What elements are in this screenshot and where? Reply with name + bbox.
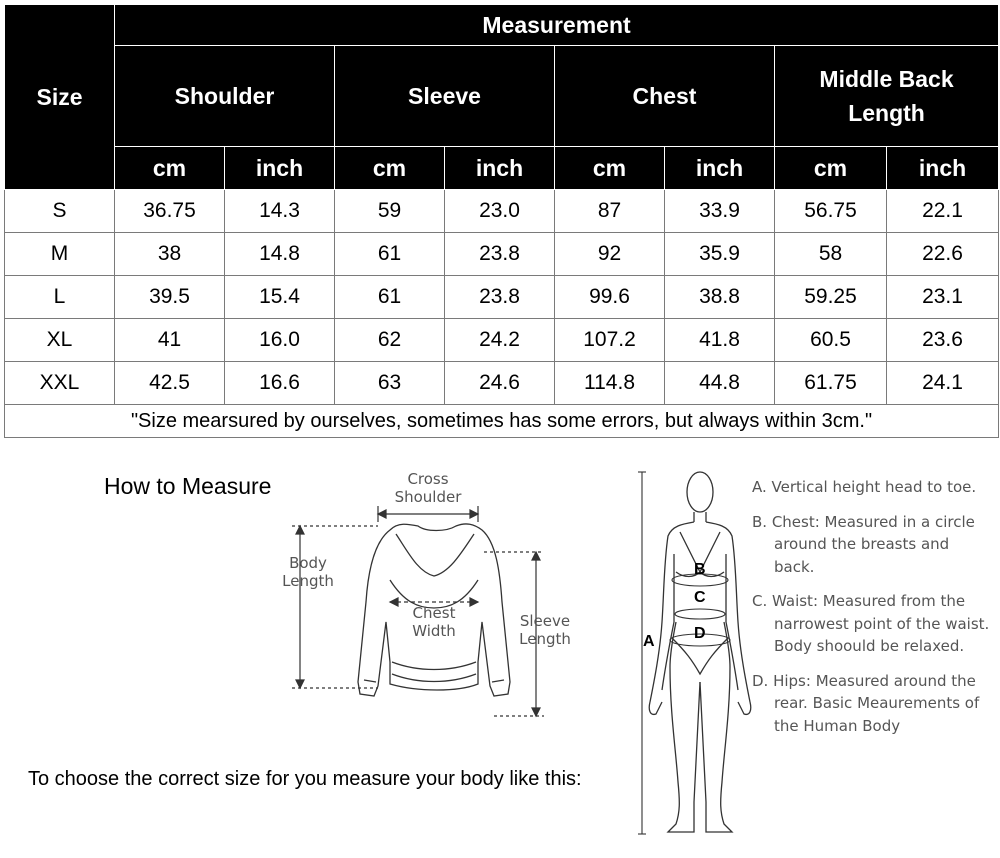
table-cell: 22.1 <box>887 190 999 233</box>
mark-a: A <box>643 633 655 650</box>
mark-d: D <box>694 625 706 642</box>
table-cell: 92 <box>555 233 665 276</box>
size-cell: XXL <box>5 362 115 405</box>
unit-inch-header: inch <box>225 147 335 190</box>
table-cell: 33.9 <box>665 190 775 233</box>
table-cell: 16.6 <box>225 362 335 405</box>
chest-header: Chest <box>555 46 775 147</box>
table-cell: 36.75 <box>115 190 225 233</box>
body-length-label: Body Length <box>282 554 334 590</box>
choose-size-instruction: To choose the correct size for you measure your body like this: <box>28 768 582 790</box>
unit-cm-header: cm <box>775 147 887 190</box>
table-row <box>5 319 999 362</box>
size-cell: L <box>5 276 115 319</box>
size-chart-table <box>4 4 998 438</box>
body-figure-diagram <box>636 462 756 852</box>
chest-width-label: Chest Width <box>412 604 456 640</box>
table-cell: 60.5 <box>775 319 887 362</box>
unit-cm-header: cm <box>555 147 665 190</box>
table-cell: 23.1 <box>887 276 999 319</box>
mark-c: C <box>694 589 706 606</box>
unit-cm-header: cm <box>115 147 225 190</box>
table-row <box>5 362 999 405</box>
table-cell: 38.8 <box>665 276 775 319</box>
middle-back-length-header: Middle Back Length <box>775 46 999 147</box>
table-cell: 35.9 <box>665 233 775 276</box>
cross-shoulder-label: Cross Shoulder <box>394 470 462 506</box>
table-cell: 107.2 <box>555 319 665 362</box>
table-cell: 16.0 <box>225 319 335 362</box>
table-cell: 56.75 <box>775 190 887 233</box>
human-body-illustration <box>636 462 756 852</box>
sleeve-header: Sleeve <box>335 46 555 147</box>
table-note: "Size mearsured by ourselves, sometimes has some errors, but always within 3cm." <box>5 405 999 438</box>
how-to-measure-title: How to Measure <box>104 473 272 499</box>
table-cell: 62 <box>335 319 445 362</box>
unit-inch-header: inch <box>445 147 555 190</box>
size-cell: XL <box>5 319 115 362</box>
size-cell: M <box>5 233 115 276</box>
size-header: Size <box>5 5 115 190</box>
table-cell: 87 <box>555 190 665 233</box>
table-cell: 114.8 <box>555 362 665 405</box>
table-cell: 22.6 <box>887 233 999 276</box>
table-cell: 39.5 <box>115 276 225 319</box>
table-cell: 44.8 <box>665 362 775 405</box>
note-c: C. Waist: Measured from the narrowest point of the waist. Body shoould be relaxed. <box>752 592 990 655</box>
table-cell: 24.1 <box>887 362 999 405</box>
table-note-row <box>5 405 999 438</box>
table-cell: 14.3 <box>225 190 335 233</box>
table-cell: 59 <box>335 190 445 233</box>
table-row <box>5 233 999 276</box>
garment-diagram <box>278 462 588 732</box>
table-cell: 59.25 <box>775 276 887 319</box>
shoulder-header: Shoulder <box>115 46 335 147</box>
unit-inch-header: inch <box>665 147 775 190</box>
table-cell: 99.6 <box>555 276 665 319</box>
table-cell: 24.2 <box>445 319 555 362</box>
measurement-header: Measurement <box>115 5 999 46</box>
table-cell: 41.8 <box>665 319 775 362</box>
table-cell: 23.8 <box>445 276 555 319</box>
size-cell: S <box>5 190 115 233</box>
measurement-notes <box>752 476 992 749</box>
unit-cm-header: cm <box>335 147 445 190</box>
table-cell: 14.8 <box>225 233 335 276</box>
table-cell: 61 <box>335 233 445 276</box>
unit-inch-header: inch <box>887 147 999 190</box>
table-row <box>5 276 999 319</box>
table-row <box>5 190 999 233</box>
note-a: A. Vertical height head to toe. <box>752 478 977 496</box>
table-cell: 61 <box>335 276 445 319</box>
mark-b: B <box>694 561 706 578</box>
table-cell: 41 <box>115 319 225 362</box>
note-b: B. Chest: Measured in a circle around the breasts and back. <box>752 512 975 576</box>
note-d: D. Hips: Measured around the rear. Basic Meaurements of the Human Body <box>752 671 980 735</box>
table-cell: 61.75 <box>775 362 887 405</box>
table-cell: 23.6 <box>887 319 999 362</box>
table-cell: 15.4 <box>225 276 335 319</box>
sleeve-length-label: Sleeve Length <box>519 612 571 648</box>
table-cell: 38 <box>115 233 225 276</box>
table-cell: 42.5 <box>115 362 225 405</box>
table-cell: 63 <box>335 362 445 405</box>
table-cell: 23.8 <box>445 233 555 276</box>
table-cell: 23.0 <box>445 190 555 233</box>
table-cell: 58 <box>775 233 887 276</box>
table-cell: 24.6 <box>445 362 555 405</box>
